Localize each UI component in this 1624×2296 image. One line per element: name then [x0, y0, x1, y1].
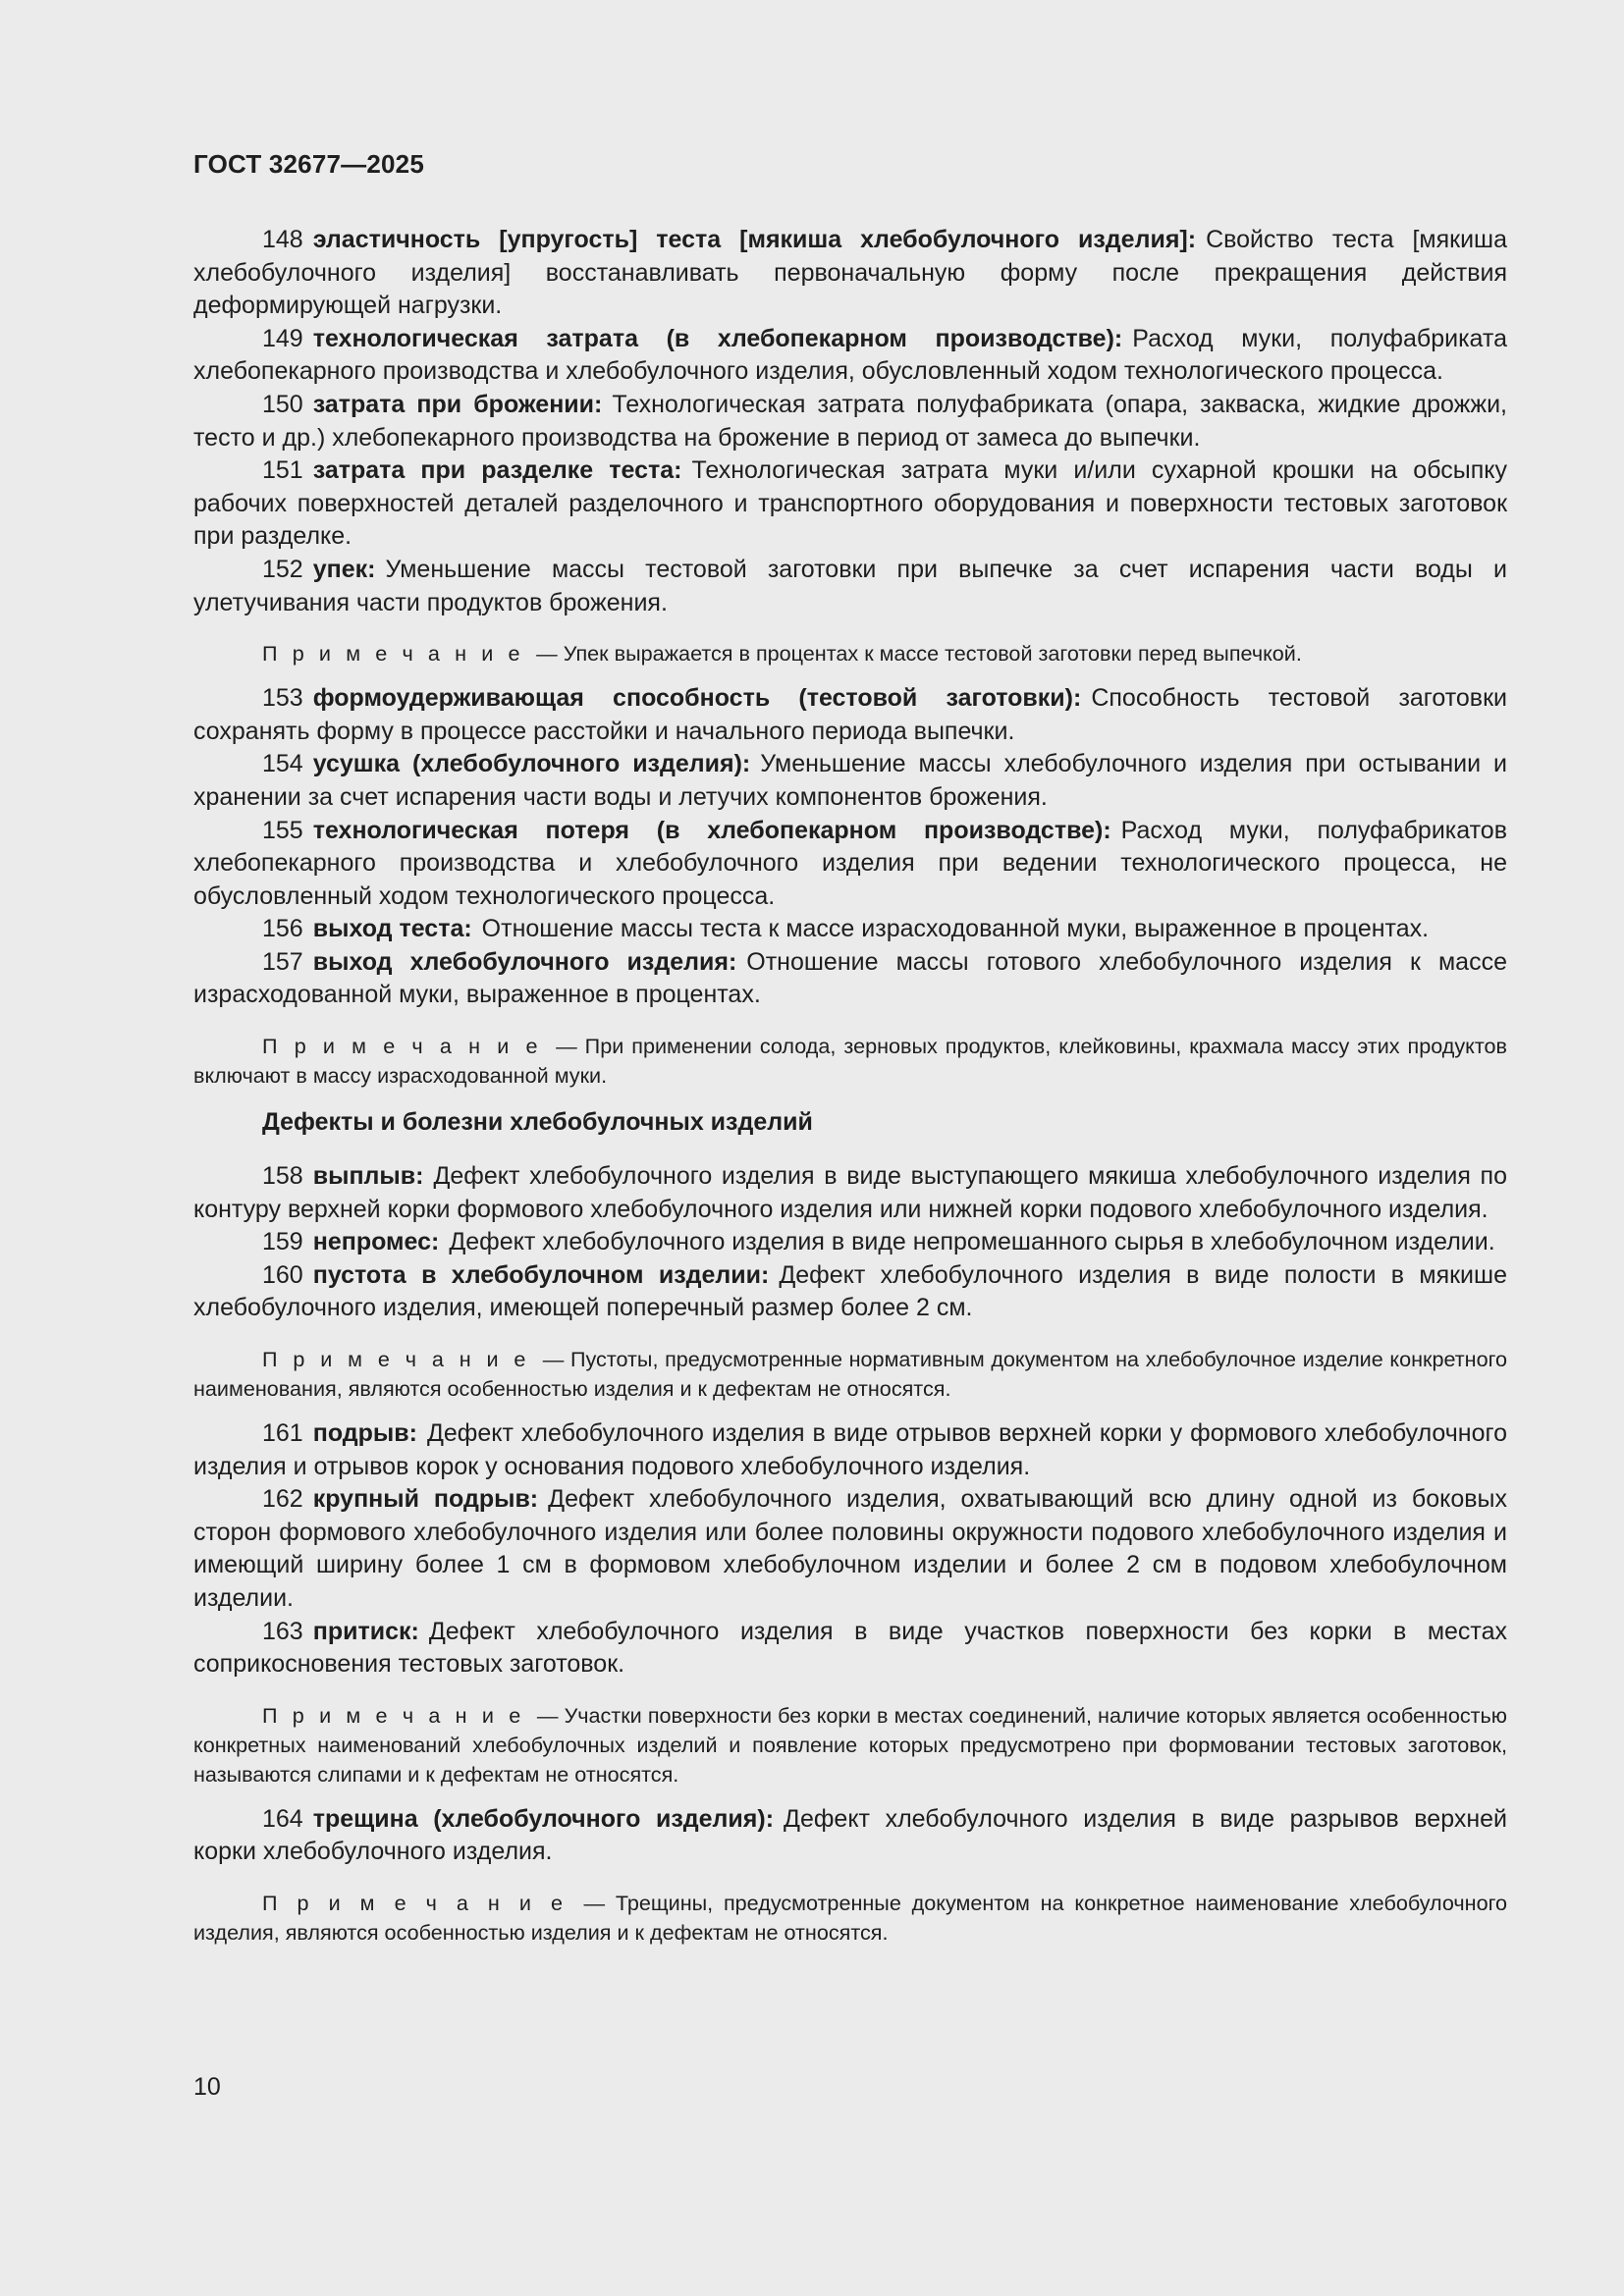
note-dash: —	[542, 1347, 565, 1372]
term-title: притиск:	[312, 1617, 419, 1645]
term-entry	[193, 454, 1507, 554]
term-number: 155	[262, 816, 303, 844]
term-definition: Уменьшение массы хлебобулочного изделия при остывании и хранении за счет испарения части воды и летучих компонентов брожения.	[193, 750, 1507, 811]
note	[193, 1345, 1507, 1404]
note-text: Участки поверхности без корки в местах соединений, наличие которых является особенностью конкретных наименований хлебобулочных изделий и появление которых предусмотрено при формовании тестовых заготовок, называются слипами и к дефектам не относятся.	[193, 1702, 1507, 1787]
note	[193, 1889, 1507, 1948]
term-title: крупный подрыв:	[312, 1485, 539, 1514]
term-number: 159	[262, 1228, 303, 1256]
term-entry	[193, 748, 1507, 814]
term-title: эластичность [упругость] теста [мякиша хлебобулочного изделия]:	[312, 226, 1197, 253]
note-text: Пустоты, предусмотренные нормативным документом на хлебобулочное изделие конкретного наименования, являются особенностью изделия и к дефектам не относятся.	[193, 1347, 1508, 1402]
term-entry	[193, 1616, 1507, 1682]
term-title: выход теста:	[312, 915, 472, 943]
note-dash: —	[536, 641, 558, 667]
note-text: Трещины, предусмотренные документом на конкретное наименование хлебобулочного изделия, являются особенностью изделия и к дефектам не относятся.	[193, 1890, 1508, 1945]
term-number: 149	[262, 324, 303, 352]
term-entry	[193, 913, 1507, 946]
term-title: выход хлебобулочного изделия:	[312, 947, 737, 976]
term-number: 161	[262, 1419, 303, 1448]
term-number: 163	[262, 1617, 303, 1645]
term-number: 157	[262, 947, 303, 976]
term-definition: Уменьшение массы тестовой заготовки при выпечке за счет испарения части воды и улетучивания части продуктов брожения.	[193, 555, 1507, 616]
term-number: 152	[262, 555, 303, 583]
term-entry	[193, 389, 1507, 454]
term-title: затрата при разделке теста:	[312, 456, 682, 485]
document-code-header: ГОСТ 32677—2025	[193, 149, 424, 179]
term-number: 150	[262, 390, 303, 418]
term-number: 164	[262, 1804, 303, 1833]
term-number: 153	[262, 684, 303, 713]
page-number: 10	[193, 2073, 221, 2101]
term-entry	[193, 1803, 1507, 1869]
term-title: усушка (хлебобулочного изделия):	[312, 750, 751, 778]
section-title: Дефекты и болезни хлебобулочных изделий	[262, 1108, 813, 1137]
note	[193, 639, 1507, 668]
term-definition: Способность тестовой заготовки сохранять форму в процессе расстойки и начального периода выпечки.	[193, 684, 1507, 745]
term-entry	[193, 554, 1507, 619]
term-number: 160	[262, 1260, 303, 1289]
term-definition: Дефект хлебобулочного изделия в виде разрывов верхней корки хлебобулочного изделия.	[193, 1804, 1507, 1866]
term-entry	[193, 682, 1507, 748]
term-title: технологическая потеря (в хлебопекарном производстве):	[312, 816, 1111, 844]
term-number: 148	[262, 226, 303, 253]
term-definition: Технологическая затрата полуфабриката (опара, закваска, жидкие дрожжи, тесто и др.) хлебопекарного производства на брожение в период от замеса до выпечки.	[193, 390, 1507, 452]
term-title: упек:	[312, 555, 376, 583]
note-label: П р и м е ч а н и е	[262, 641, 525, 667]
term-entry	[193, 1160, 1507, 1226]
term-entry	[193, 224, 1507, 323]
note-dash: —	[583, 1890, 606, 1915]
term-definition: Дефект хлебобулочного изделия в виде непромешанного сырья в хлебобулочном изделии.	[449, 1228, 1495, 1256]
term-entry	[193, 1417, 1507, 1483]
term-title: выплыв:	[312, 1162, 424, 1191]
term-title: пустота в хлебобулочном изделии:	[312, 1260, 770, 1289]
term-definition: Технологическая затрата муки и/или сухарной крошки на обсыпку рабочих поверхностей деталей разделочного и транспортного оборудования и поверхности тестовых заготовок при разделке.	[193, 456, 1507, 551]
term-number: 158	[262, 1162, 303, 1191]
term-definition: Расход муки, полуфабрикатов хлебопекарного производства и хлебобулочного изделия при ведении технологического процесса, не обусловленный ходом технологического процесса.	[193, 816, 1507, 910]
term-number: 151	[262, 456, 303, 485]
term-title: подрыв:	[312, 1419, 417, 1448]
term-definition: Отношение массы теста к массе израсходованной муки, выраженное в процентах.	[481, 915, 1430, 943]
term-title: технологическая затрата (в хлебопекарном производстве):	[312, 324, 1123, 352]
note-dash: —	[536, 1702, 559, 1728]
term-definition: Свойство теста [мякиша хлебобулочного изделия] восстанавливать первоначальную форму после прекращения действия деформирующей нагрузки.	[193, 226, 1507, 320]
note-label: П р и м е ч а н и е	[262, 1034, 543, 1059]
terms-content	[193, 224, 1507, 1948]
term-definition: Отношение массы готового хлебобулочного изделия к массе израсходованной муки, выраженное в процентах.	[193, 947, 1507, 1009]
term-definition: Дефект хлебобулочного изделия, охватывающий всю длину одной из боковых сторон формового хлебобулочного изделия или более половины окружности подового хлебобулочного изделия и имеющий ширину более 1 см в формовом хлебобулочном изделии и более 2 см в подовом хлебобулочном изделии.	[193, 1485, 1507, 1612]
term-entry	[193, 1226, 1507, 1259]
note-text: Упек выражается в процентах к массе тестовой заготовки перед выпечкой.	[563, 641, 1302, 667]
term-entry	[193, 1483, 1507, 1615]
term-title: непромес:	[312, 1228, 440, 1256]
term-definition: Дефект хлебобулочного изделия в виде отрывов верхней корки у формового хлебобулочного изделия и отрывов корок у основания подового хлебобулочного изделия.	[193, 1419, 1507, 1480]
term-number: 162	[262, 1485, 303, 1514]
term-entry	[193, 1259, 1507, 1325]
note-dash: —	[556, 1034, 577, 1059]
note-label: П р и м е ч а н и е	[262, 1702, 525, 1728]
term-number: 156	[262, 915, 303, 943]
term-entry	[193, 815, 1507, 914]
term-definition: Расход муки, полуфабриката хлебопекарного производства и хлебобулочного изделия, обусловленный ходом технологического процесса.	[193, 324, 1507, 386]
note	[193, 1032, 1507, 1091]
term-definition: Дефект хлебобулочного изделия в виде участков поверхности без корки в местах соприкосновения тестовых заготовок.	[193, 1617, 1507, 1679]
note	[193, 1701, 1507, 1789]
note-label: П р и м е ч а н и е	[262, 1347, 531, 1372]
note-text: При применении солода, зерновых продуктов, клейковины, крахмала массу этих продуктов включают в массу израсходованной муки.	[193, 1034, 1507, 1089]
note-label: П р и м е ч а н и е	[262, 1890, 568, 1915]
term-definition: Дефект хлебобулочного изделия в виде полости в мякише хлебобулочного изделия, имеющей поперечный размер более 2 см.	[193, 1260, 1507, 1322]
term-title: затрата при брожении:	[312, 390, 603, 418]
term-number: 154	[262, 750, 303, 778]
term-entry	[193, 946, 1507, 1012]
term-entry	[193, 323, 1507, 389]
term-definition: Дефект хлебобулочного изделия в виде выступающего мякиша хлебобулочного изделия по контуру верхней корки формового хлебобулочного изделия или нижней корки подового хлебобулочного изделия.	[193, 1162, 1507, 1223]
term-title: трещина (хлебобулочного изделия):	[312, 1804, 775, 1833]
term-title: формоудерживающая способность (тестовой заготовки):	[312, 684, 1082, 713]
